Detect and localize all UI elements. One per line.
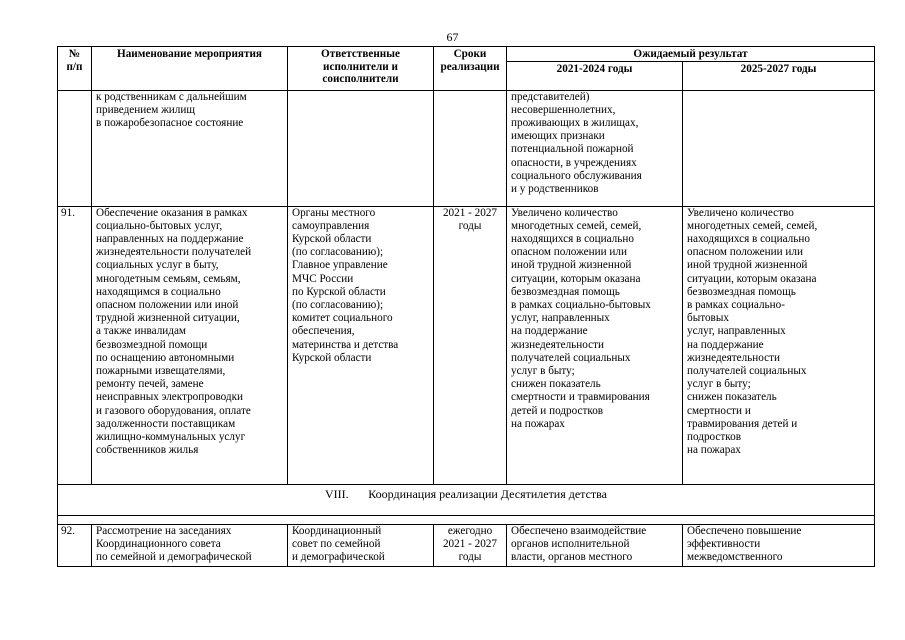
result-2025-2027 (683, 90, 875, 206)
header-period-2025-2027: 2025-2027 годы (683, 61, 875, 90)
result-2025-2027: Увеличено количество многодетных семей, семей, находящихся в социально опасном положении или иной трудной жизненной ситуации, которым оказана безвозмездная помощь в рамках социально- бытовых услуг, направленных на поддержание жизнедеятельности получателей социальных услуг в быту; снижен показатель смертности и травмирования детей и подростков на пожарах (683, 206, 875, 484)
responsible (288, 90, 434, 206)
spacer (58, 515, 875, 524)
page-number: 67 (446, 30, 459, 44)
table-row (58, 90, 875, 206)
terms: 2021 - 2027 годы (434, 206, 507, 484)
responsible: Органы местного самоуправления Курской области (по согласованию); Главное управление МЧС России по Курской области (по согласованию); комитет социального обеспечения, материнства и детства Курской области (288, 206, 434, 484)
header-expected-result: Ожидаемый результат (507, 47, 875, 62)
result-2021-2024: представителей) несовершеннолетних, проживающих в жилищах, имеющих признаки потенциальной пожарной опасности, в учреждениях социального обслуживания и у родственников (507, 90, 683, 206)
section-numeral: VIII. (325, 486, 349, 501)
header-number: № п/п (58, 47, 92, 91)
result-2025-2027: Обеспечено повышение эффективности межведомственного (683, 524, 875, 566)
header-terms: Сроки реализации (434, 47, 507, 91)
terms: ежегодно 2021 - 2027 годы (434, 524, 507, 566)
action-name: Обеспечение оказания в рамках социально-бытовых услуг, направленных на поддержание жизнедеятельности получателей социальных услуг в быту, многодетным семьям, семьям, находящимся в социально опасном положении или иной трудной жизненной ситуации, а также инвалидам безвозмездной помощи по оснащению автономными пожарными извещателями, ремонту печей, замене неисправных электропроводки и газового оборудования, оплате задолженности поставщикам жилищно-коммунальных услуг собственников жилья (92, 206, 288, 484)
header-period-2021-2024: 2021-2024 годы (507, 61, 683, 90)
terms (434, 90, 507, 206)
header-action-name: Наименование мероприятия (92, 47, 288, 91)
header-row (58, 47, 875, 62)
action-plan-table (57, 46, 875, 567)
spacer-row (58, 515, 875, 524)
header-responsible: Ответственные исполнители и соисполнители (288, 47, 434, 91)
table-row (58, 206, 875, 484)
row-number: 92. (58, 524, 92, 566)
action-name: к родственникам с дальнейшим приведением жилищ в пожаробезопасное состояние (92, 90, 288, 206)
result-2021-2024: Обеспечено взаимодействие органов исполнительной власти, органов местного (507, 524, 683, 566)
result-2021-2024: Увеличено количество многодетных семей, семей, находящихся в социально опасном положении или иной трудной жизненной ситуации, которым оказана безвозмездная помощь в рамках социально-бытовых услуг, направленных на поддержание жизнедеятельности получателей социальных услуг в быту; снижен показатель смертности и травмирования детей и подростков на пожарах (507, 206, 683, 484)
responsible: Координационный совет по семейной и демографической (288, 524, 434, 566)
row-number: 91. (58, 206, 92, 484)
table-row (58, 524, 875, 566)
section-heading-row (58, 484, 875, 515)
action-name: Рассмотрение на заседаниях Координационного совета по семейной и демографической (92, 524, 288, 566)
section-heading (58, 484, 875, 515)
section-title: Координация реализации Десятилетия детства (368, 486, 607, 501)
row-number (58, 90, 92, 206)
